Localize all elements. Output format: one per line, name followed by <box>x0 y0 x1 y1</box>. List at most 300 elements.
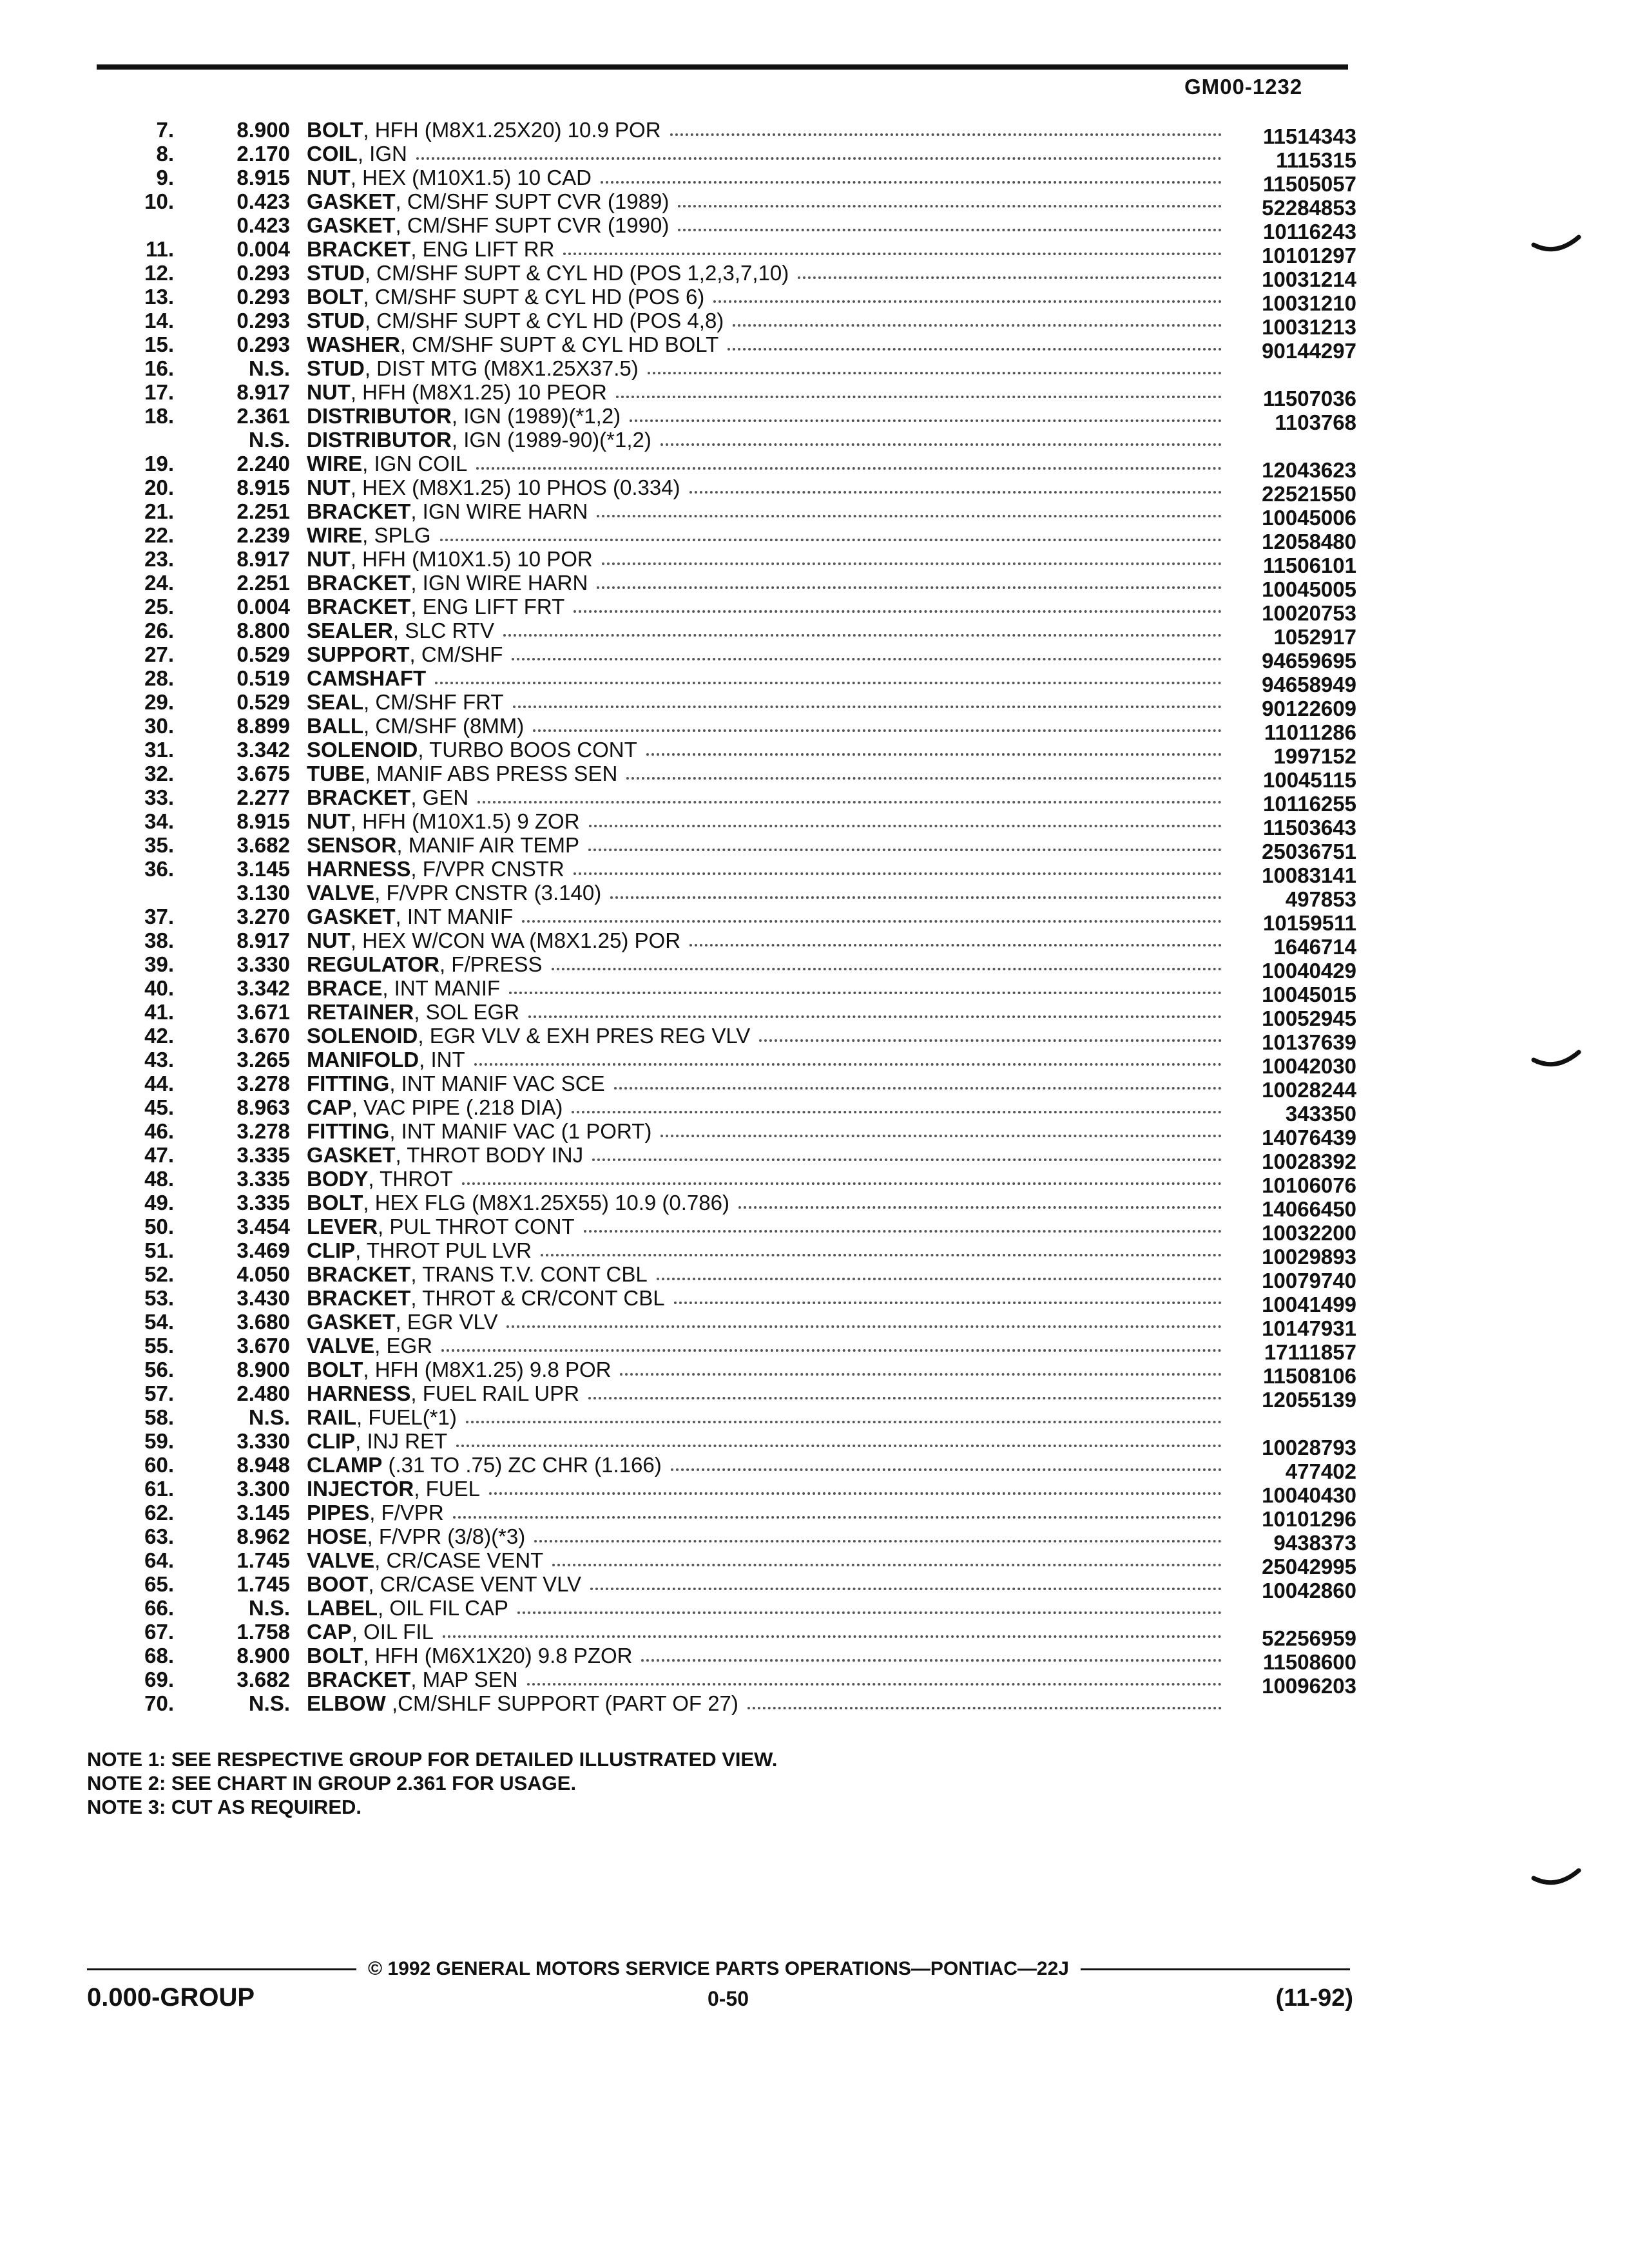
dot-leader <box>678 228 1222 231</box>
part-name: CLIP <box>307 1238 356 1262</box>
item-number: 62. <box>144 1501 174 1524</box>
part-row <box>103 952 1356 983</box>
group-number: 3.670 <box>236 1334 290 1358</box>
item-number: 44. <box>144 1072 174 1095</box>
part-detail: , F/VPR CNSTR (3.140) <box>374 881 602 905</box>
item-number: 32. <box>144 762 174 785</box>
part-name: ELBOW <box>307 1691 386 1715</box>
part-name: SEAL <box>307 690 364 714</box>
part-number: 1997152 <box>1273 744 1356 768</box>
part-description <box>307 452 467 476</box>
part-row <box>103 142 1356 172</box>
part-number: 14076439 <box>1262 1126 1356 1149</box>
dot-leader <box>477 800 1222 803</box>
group-number: 3.335 <box>236 1143 290 1167</box>
dot-leader <box>798 276 1222 279</box>
item-number: 33. <box>144 785 174 809</box>
part-row <box>103 118 1356 148</box>
item-number: 31. <box>144 738 174 762</box>
group-number: 8.900 <box>236 1644 290 1667</box>
part-row <box>103 928 1356 959</box>
part-row <box>103 356 1356 380</box>
part-detail: , HFH (M6X1X20) 9.8 PZOR <box>363 1644 633 1667</box>
part-row <box>103 1215 1356 1245</box>
dot-leader <box>588 848 1222 851</box>
dot-leader <box>456 1444 1222 1447</box>
part-detail: , SLC RTV <box>392 619 494 642</box>
part-detail: , INT MANIF <box>382 976 501 1000</box>
dot-leader <box>597 586 1222 589</box>
part-row <box>103 1572 1356 1602</box>
part-row <box>103 1143 1356 1173</box>
part-name: HOSE <box>307 1524 367 1548</box>
part-number: 10079740 <box>1262 1269 1356 1293</box>
item-number: 48. <box>144 1167 174 1191</box>
group-number: 0.293 <box>236 332 290 356</box>
part-detail: , THROT <box>368 1167 453 1191</box>
part-number: 10029893 <box>1262 1245 1356 1269</box>
part-name: MANIFOLD <box>307 1048 419 1072</box>
dot-leader <box>541 1253 1222 1256</box>
part-row <box>103 1024 1356 1054</box>
part-name: GASKET <box>307 1143 396 1167</box>
dot-leader <box>641 1658 1222 1662</box>
part-name: FITTING <box>307 1072 390 1095</box>
item-number: 60. <box>144 1453 174 1477</box>
group-number: 3.680 <box>236 1310 290 1334</box>
group-number: 8.899 <box>236 714 290 738</box>
part-row <box>103 1453 1356 1483</box>
top-rule <box>97 64 1348 70</box>
part-name: BRACKET <box>307 237 411 261</box>
part-row <box>103 1310 1356 1340</box>
part-number: 10096203 <box>1262 1674 1356 1698</box>
dot-leader <box>630 419 1222 422</box>
part-number: 10045006 <box>1262 506 1356 530</box>
part-description <box>307 166 592 189</box>
item-number: 10. <box>144 189 174 213</box>
part-description <box>307 332 718 356</box>
part-detail: , FUEL RAIL UPR <box>410 1381 579 1405</box>
dot-leader <box>503 633 1222 637</box>
part-name: VALVE <box>307 1334 375 1358</box>
part-detail: , HFH (M8X1.25X20) 10.9 POR <box>363 118 661 142</box>
document-code: GM00-1232 <box>1184 75 1303 99</box>
part-detail: , FUEL(*1) <box>356 1405 457 1429</box>
item-number: 8. <box>156 142 174 166</box>
group-number: 4.050 <box>236 1262 290 1286</box>
group-number: 3.330 <box>236 1429 290 1453</box>
part-name: BRACE <box>307 976 383 1000</box>
dot-leader <box>738 1206 1222 1209</box>
part-row <box>103 1286 1356 1316</box>
dot-leader <box>597 514 1222 517</box>
group-number: 2.240 <box>236 452 290 476</box>
part-detail: , EGR <box>374 1334 432 1358</box>
group-number: 3.145 <box>236 857 290 881</box>
group-number: 2.277 <box>236 785 290 809</box>
part-detail: , CR/CASE VENT VLV <box>368 1572 582 1596</box>
part-description <box>307 1095 563 1119</box>
part-description <box>307 1119 651 1143</box>
part-row <box>103 666 1356 697</box>
part-row <box>103 595 1356 625</box>
item-number: 45. <box>144 1095 174 1119</box>
item-number: 53. <box>144 1286 174 1310</box>
note-3: NOTE 3: CUT AS REQUIRED. <box>87 1796 361 1818</box>
item-number: 7. <box>156 118 174 142</box>
group-number: 3.330 <box>236 952 290 976</box>
dot-leader <box>527 1682 1222 1686</box>
binder-hole-mark <box>1530 232 1582 258</box>
part-description <box>307 1072 605 1095</box>
group-number: 2.239 <box>236 523 290 547</box>
dot-leader <box>552 967 1222 970</box>
dot-leader <box>601 180 1222 184</box>
part-name: INJECTOR <box>307 1477 414 1501</box>
part-name: BRACKET <box>307 571 411 595</box>
part-row <box>103 1119 1356 1149</box>
part-row <box>103 452 1356 482</box>
part-row <box>103 499 1356 530</box>
part-name: BRACKET <box>307 499 411 523</box>
part-name: GASKET <box>307 213 396 237</box>
dot-leader <box>592 1158 1222 1161</box>
group-number: 3.270 <box>236 905 290 928</box>
part-description <box>307 1477 480 1501</box>
part-row <box>103 309 1356 339</box>
item-number: 70. <box>144 1691 174 1715</box>
part-detail: , THROT & CR/CONT CBL <box>410 1286 665 1310</box>
part-detail: , ENG LIFT FRT <box>410 595 565 619</box>
part-row <box>103 1596 1356 1620</box>
part-name: BALL <box>307 714 363 738</box>
dot-leader <box>443 1635 1222 1638</box>
dot-leader <box>435 681 1222 684</box>
dot-leader <box>660 443 1222 446</box>
part-description <box>307 404 621 428</box>
part-row <box>103 809 1356 840</box>
part-name: STUD <box>307 309 365 332</box>
item-number: 17. <box>144 380 174 404</box>
dot-leader <box>670 133 1222 136</box>
part-description <box>307 499 588 523</box>
part-description <box>307 380 607 404</box>
part-number: 11506101 <box>1262 553 1356 577</box>
part-number: 9438373 <box>1273 1531 1356 1555</box>
part-number: 10032200 <box>1262 1221 1356 1245</box>
part-row <box>103 428 1356 452</box>
part-name: TUBE <box>307 762 365 785</box>
part-detail: , SOL EGR <box>414 1000 520 1024</box>
group-number: 0.519 <box>236 666 290 690</box>
part-description <box>307 309 724 332</box>
item-number: 29. <box>144 690 174 714</box>
item-number: 67. <box>144 1620 174 1644</box>
item-number: 14. <box>144 309 174 332</box>
part-description <box>307 1310 497 1334</box>
part-number: 10028244 <box>1262 1078 1356 1102</box>
item-number: 12. <box>144 261 174 285</box>
group-number: 1.745 <box>236 1548 290 1572</box>
group-number: 3.682 <box>236 1667 290 1691</box>
dot-leader <box>534 1539 1222 1542</box>
item-number: 25. <box>144 595 174 619</box>
dot-leader <box>602 562 1222 565</box>
dot-leader <box>574 610 1222 613</box>
part-row <box>103 189 1356 220</box>
part-detail: , CR/CASE VENT <box>374 1548 544 1572</box>
item-number: 51. <box>144 1238 174 1262</box>
part-number: 94658949 <box>1262 673 1356 697</box>
dot-leader <box>626 776 1222 780</box>
item-number: 23. <box>144 547 174 571</box>
item-number: 47. <box>144 1143 174 1167</box>
part-detail: , MAP SEN <box>410 1667 518 1691</box>
dot-leader <box>453 1515 1222 1519</box>
dot-leader <box>733 323 1222 327</box>
part-name: CAP <box>307 1095 352 1119</box>
part-name: HARNESS <box>307 857 411 881</box>
item-number: 54. <box>144 1310 174 1334</box>
group-number: 0.529 <box>236 642 290 666</box>
part-detail: , TURBO BOOS CONT <box>418 738 637 762</box>
group-number: 2.480 <box>236 1381 290 1405</box>
part-description <box>307 1548 543 1572</box>
dot-leader <box>506 1325 1222 1328</box>
group-number: 3.278 <box>236 1119 290 1143</box>
part-description <box>307 1024 750 1048</box>
part-number: 497853 <box>1285 887 1356 911</box>
part-row <box>103 1072 1356 1102</box>
group-number: 3.145 <box>236 1501 290 1524</box>
part-description <box>307 476 680 499</box>
binder-hole-mark <box>1530 1047 1582 1073</box>
group-number: 3.430 <box>236 1286 290 1310</box>
group-number: 0.529 <box>236 690 290 714</box>
part-row <box>103 1548 1356 1579</box>
part-name: BRACKET <box>307 595 411 619</box>
part-detail: , CM/SHF (8MM) <box>363 714 525 738</box>
part-description <box>307 905 513 928</box>
part-description <box>307 881 601 905</box>
part-number: 11011286 <box>1264 720 1356 744</box>
part-number: 12055139 <box>1262 1388 1356 1412</box>
part-number: 477402 <box>1285 1459 1356 1483</box>
part-description <box>307 1286 665 1310</box>
part-description <box>307 1429 447 1453</box>
part-description <box>307 928 680 952</box>
dot-leader <box>440 538 1222 541</box>
part-detail: , INT <box>419 1048 465 1072</box>
part-row <box>103 166 1356 196</box>
part-detail: , OIL FIL <box>351 1620 434 1644</box>
part-description <box>307 762 617 785</box>
part-number: 10028793 <box>1262 1436 1356 1459</box>
part-detail: , PUL THROT CONT <box>378 1215 575 1238</box>
part-number: 11505057 <box>1262 172 1356 196</box>
part-name: DISTRIBUTOR <box>307 404 452 428</box>
part-name: NUT <box>307 809 351 833</box>
part-number: 10159511 <box>1262 911 1356 935</box>
part-number: 90144297 <box>1262 339 1356 363</box>
part-name: RETAINER <box>307 1000 414 1024</box>
part-row <box>103 881 1356 911</box>
item-number: 46. <box>144 1119 174 1143</box>
item-number: 64. <box>144 1548 174 1572</box>
dot-leader <box>563 252 1222 255</box>
part-name: NUT <box>307 476 351 499</box>
part-row <box>103 785 1356 816</box>
part-number: 52284853 <box>1262 196 1356 220</box>
group-number: 3.265 <box>236 1048 290 1072</box>
item-number: 27. <box>144 642 174 666</box>
item-number: 63. <box>144 1524 174 1548</box>
group-number: 0.423 <box>236 189 290 213</box>
dot-leader <box>678 204 1222 207</box>
part-description <box>307 785 468 809</box>
part-detail: , GEN <box>410 785 469 809</box>
dot-leader <box>462 1182 1222 1185</box>
part-number: 11508106 <box>1262 1364 1356 1388</box>
dot-leader <box>522 919 1222 923</box>
part-description <box>307 619 494 642</box>
note-1: NOTE 1: SEE RESPECTIVE GROUP FOR DETAILED ILLUSTRATED VIEW. <box>87 1748 778 1771</box>
group-number: 3.130 <box>236 881 290 905</box>
part-number: 10147931 <box>1262 1316 1356 1340</box>
group-number: N.S. <box>248 1405 290 1429</box>
part-name: COIL <box>307 142 358 166</box>
dot-leader <box>616 395 1222 398</box>
group-number: 2.170 <box>236 142 290 166</box>
part-detail: , HFH (M8X1.25) 9.8 POR <box>363 1358 612 1381</box>
part-name: LEVER <box>307 1215 378 1238</box>
part-name: BRACKET <box>307 1667 411 1691</box>
dot-leader <box>441 1349 1222 1352</box>
group-number: 8.915 <box>236 166 290 189</box>
part-row <box>103 857 1356 887</box>
binder-hole-mark <box>1530 1865 1582 1891</box>
part-name: CAP <box>307 1620 352 1644</box>
item-number: 9. <box>156 166 174 189</box>
part-name: BOLT <box>307 285 363 309</box>
item-number: 41. <box>144 1000 174 1024</box>
part-description <box>307 1381 579 1405</box>
group-number: 1.745 <box>236 1572 290 1596</box>
part-number: 10040430 <box>1262 1483 1356 1507</box>
group-number: 0.004 <box>236 595 290 619</box>
part-detail: , FUEL <box>414 1477 480 1501</box>
part-detail: , HFH (M8X1.25) 10 PEOR <box>350 380 607 404</box>
part-number: 17111857 <box>1264 1340 1356 1364</box>
group-number: N.S. <box>248 1691 290 1715</box>
item-number: 16. <box>144 356 174 380</box>
part-description <box>307 690 504 714</box>
item-number: 52. <box>144 1262 174 1286</box>
group-number: 8.917 <box>236 547 290 571</box>
part-detail: , TRANS T.V. CONT CBL <box>410 1262 648 1286</box>
part-name: BOLT <box>307 1644 363 1667</box>
part-description <box>307 1620 434 1644</box>
part-detail: , THROT PUL LVR <box>355 1238 532 1262</box>
part-number: 14066450 <box>1262 1197 1356 1221</box>
dot-leader <box>590 1587 1222 1590</box>
part-detail: , INJ RET <box>355 1429 448 1453</box>
part-detail: , CM/SHF SUPT & CYL HD BOLT <box>400 332 719 356</box>
part-detail: , INT MANIF VAC (1 PORT) <box>389 1119 652 1143</box>
group-number: 8.917 <box>236 380 290 404</box>
group-number: 1.758 <box>236 1620 290 1644</box>
group-number: 8.917 <box>236 928 290 952</box>
group-number: 8.900 <box>236 1358 290 1381</box>
group-number: 0.293 <box>236 309 290 332</box>
part-name: BOOT <box>307 1572 369 1596</box>
part-description <box>307 1334 432 1358</box>
part-detail: , IGN (1989)(*1,2) <box>451 404 621 428</box>
part-description <box>307 952 543 976</box>
footer-copyright-bar <box>87 1956 1350 1982</box>
group-number: 8.800 <box>236 619 290 642</box>
part-name: WASHER <box>307 332 400 356</box>
part-row <box>103 1501 1356 1531</box>
footer-date: (11-92) <box>1275 1984 1353 2012</box>
part-row <box>103 547 1356 577</box>
dot-leader <box>620 1372 1222 1376</box>
group-number: 3.670 <box>236 1024 290 1048</box>
part-row <box>103 738 1356 768</box>
part-name: BRACKET <box>307 785 411 809</box>
part-name: GASKET <box>307 1310 396 1334</box>
part-number: 10045015 <box>1262 983 1356 1006</box>
part-detail: , HFH (M10X1.5) 10 POR <box>350 547 593 571</box>
part-name: BOLT <box>307 1358 363 1381</box>
part-detail: , CM/SHF FRT <box>363 690 504 714</box>
dot-leader <box>416 157 1222 160</box>
item-number: 66. <box>144 1596 174 1620</box>
parts-list <box>103 118 1356 1715</box>
part-number: 10042860 <box>1262 1579 1356 1602</box>
dot-leader <box>552 1563 1222 1566</box>
part-number: 10041499 <box>1262 1293 1356 1316</box>
group-number: 8.948 <box>236 1453 290 1477</box>
part-name: NUT <box>307 928 351 952</box>
part-number: 10137639 <box>1262 1030 1356 1054</box>
part-detail: , EGR VLV & EXH PRES REG VLV <box>418 1024 751 1048</box>
part-detail: , HFH (M10X1.5) 9 ZOR <box>350 809 580 833</box>
part-description <box>307 1191 729 1215</box>
part-number: 10045005 <box>1262 577 1356 601</box>
part-number: 22521550 <box>1262 482 1356 506</box>
dot-leader <box>512 657 1222 660</box>
part-row <box>103 1691 1356 1715</box>
part-name: NUT <box>307 380 351 404</box>
group-number: 3.335 <box>236 1167 290 1191</box>
part-description <box>307 666 426 690</box>
dot-leader <box>589 824 1222 827</box>
group-number: 3.671 <box>236 1000 290 1024</box>
part-name: SEALER <box>307 619 393 642</box>
part-detail: , F/VPR CNSTR <box>410 857 564 881</box>
part-description <box>307 714 524 738</box>
footer-rule-right <box>1081 1968 1350 1970</box>
item-number: 26. <box>144 619 174 642</box>
part-description <box>307 571 588 595</box>
part-detail: , IGN (1989-90)(*1,2) <box>451 428 651 452</box>
part-description <box>307 738 637 762</box>
item-number: 13. <box>144 285 174 309</box>
part-row <box>103 332 1356 363</box>
part-row <box>103 762 1356 792</box>
